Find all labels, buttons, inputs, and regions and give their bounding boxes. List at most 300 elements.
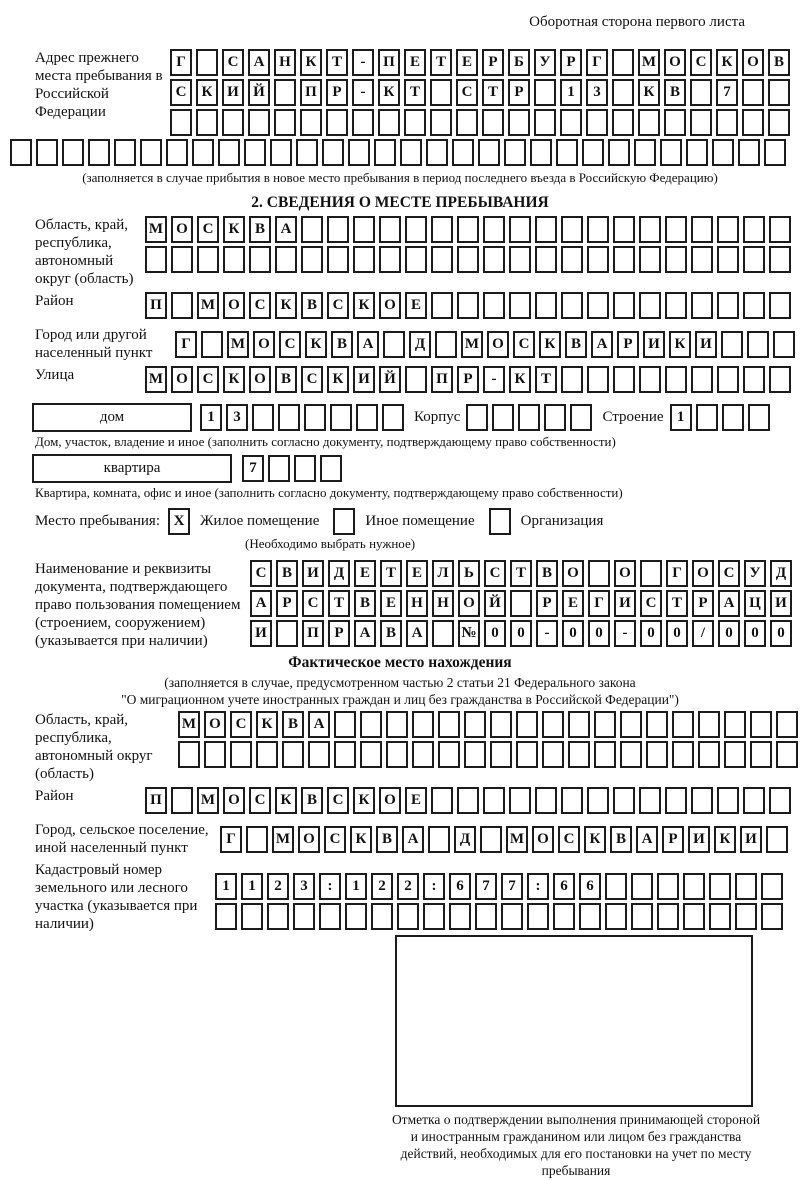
char-cell	[748, 404, 770, 431]
char-cell: Й	[248, 79, 270, 106]
char-cell: 0	[770, 620, 792, 647]
fact-district-row	[145, 787, 795, 814]
char-cell: С	[197, 216, 219, 243]
char-cell: Е	[380, 590, 402, 617]
char-cell	[516, 711, 538, 738]
char-cell	[508, 109, 530, 136]
char-cell	[743, 787, 765, 814]
region-label: Область, край, республика, автономный округ (область)	[35, 217, 134, 287]
char-cell	[230, 741, 252, 768]
char-cell: 2	[397, 873, 419, 900]
char-cell: Т	[404, 79, 426, 106]
char-cell: И	[740, 826, 762, 853]
char-cell	[665, 292, 687, 319]
registration-mark-box	[395, 935, 753, 1107]
char-cell	[712, 139, 734, 166]
char-cell: Р	[617, 331, 639, 358]
char-cell: Е	[405, 292, 427, 319]
char-cell: С	[484, 560, 506, 587]
char-cell: 0	[640, 620, 662, 647]
char-cell	[638, 109, 660, 136]
document-row-2	[250, 590, 796, 617]
char-cell: 2	[371, 873, 393, 900]
char-cell	[769, 366, 791, 393]
char-cell: Е	[404, 49, 426, 76]
char-cell	[530, 139, 552, 166]
char-cell	[769, 216, 791, 243]
char-cell	[534, 109, 556, 136]
char-cell: И	[222, 79, 244, 106]
char-cell	[319, 903, 341, 930]
district-block	[10, 292, 790, 322]
char-cell	[490, 711, 512, 738]
char-cell: Т	[430, 49, 452, 76]
char-cell	[646, 711, 668, 738]
char-cell	[686, 139, 708, 166]
char-cell	[544, 404, 566, 431]
char-cell: П	[431, 366, 453, 393]
char-cell	[742, 79, 764, 106]
city-label: Город или другой населенный пункт	[35, 327, 153, 361]
char-cell	[353, 216, 375, 243]
char-cell: О	[487, 331, 509, 358]
char-cell	[709, 903, 731, 930]
char-cell	[683, 903, 705, 930]
char-cell: С	[513, 331, 535, 358]
char-cell	[588, 560, 610, 587]
char-cell: Е	[354, 560, 376, 587]
char-cell	[579, 903, 601, 930]
char-cell	[683, 873, 705, 900]
char-cell	[535, 216, 557, 243]
char-cell	[301, 216, 323, 243]
char-cell	[404, 109, 426, 136]
char-cell: 0	[484, 620, 506, 647]
char-cell: А	[308, 711, 330, 738]
char-cell: Т	[326, 49, 348, 76]
char-cell: Т	[482, 79, 504, 106]
char-cell	[743, 292, 765, 319]
stroenie-label: Строение	[602, 409, 664, 425]
char-cell	[457, 246, 479, 273]
char-cell: У	[744, 560, 766, 587]
char-cell	[352, 109, 374, 136]
char-cell	[613, 292, 635, 319]
char-cell	[178, 741, 200, 768]
char-cell	[561, 216, 583, 243]
char-cell: 1	[670, 404, 692, 431]
char-cell	[114, 139, 136, 166]
stay-type-label-organization: Организация	[520, 512, 604, 529]
char-cell	[556, 139, 578, 166]
char-cell	[431, 216, 453, 243]
char-cell: О	[171, 366, 193, 393]
char-cell: В	[354, 590, 376, 617]
char-cell	[605, 873, 627, 900]
char-cell	[766, 826, 788, 853]
char-cell: П	[302, 620, 324, 647]
char-cell: В	[565, 331, 587, 358]
char-cell: 1	[241, 873, 263, 900]
char-cell	[140, 139, 162, 166]
char-cell	[145, 246, 167, 273]
char-cell: К	[327, 366, 349, 393]
cadastre-label: Кадастровый номер земельного или лесного участка (указывается при наличии)	[35, 862, 198, 932]
char-cell	[430, 79, 452, 106]
registration-mark-caption: Отметка о подтверждении выполнения принимающей стороной и иностранным гражданином или лицом без гражданства действий, необходимых для его постановки на учет по месту пребывания	[391, 1112, 761, 1178]
char-cell	[457, 787, 479, 814]
char-cell: 7	[501, 873, 523, 900]
char-cell	[435, 331, 457, 358]
char-cell: И	[643, 331, 665, 358]
char-cell: 0	[562, 620, 584, 647]
char-cell	[308, 741, 330, 768]
char-cell	[613, 216, 635, 243]
char-cell: 7	[475, 873, 497, 900]
char-cell	[717, 292, 739, 319]
char-cell: -	[614, 620, 636, 647]
char-cell: И	[614, 590, 636, 617]
char-cell	[386, 711, 408, 738]
char-cell: К	[353, 292, 375, 319]
char-cell	[709, 873, 731, 900]
char-cell	[267, 903, 289, 930]
char-cell	[432, 620, 454, 647]
char-cell: К	[378, 79, 400, 106]
char-cell	[428, 826, 450, 853]
char-cell	[438, 711, 460, 738]
char-cell	[296, 139, 318, 166]
char-cell: С	[301, 366, 323, 393]
char-cell	[690, 79, 712, 106]
char-cell	[587, 366, 609, 393]
char-cell	[568, 711, 590, 738]
char-cell	[241, 903, 263, 930]
char-cell	[665, 366, 687, 393]
char-cell	[665, 787, 687, 814]
char-cell: И	[302, 560, 324, 587]
fact-location-note-2: "О миграционном учете иностранных граждан и лиц без гражданства в Российской Федерации")	[121, 692, 679, 707]
char-cell	[738, 139, 760, 166]
fact-location-note-1: (заполняется в случае, предусмотренном частью 2 статьи 21 Федерального закона	[164, 675, 636, 690]
char-cell	[382, 404, 404, 431]
char-cell: Г	[588, 590, 610, 617]
char-cell	[170, 109, 192, 136]
char-cell: 0	[588, 620, 610, 647]
char-cell	[717, 366, 739, 393]
char-cell	[553, 903, 575, 930]
stay-type-label-residential: Жилое помещение	[200, 512, 320, 529]
fact-city-block	[10, 821, 790, 857]
stay-type-checkbox-residential: X	[168, 508, 190, 535]
char-cell: Д	[454, 826, 476, 853]
korpus-cells	[466, 404, 596, 431]
char-cell: :	[319, 873, 341, 900]
char-cell: О	[249, 366, 271, 393]
char-cell: И	[695, 331, 717, 358]
char-cell	[215, 903, 237, 930]
char-cell: М	[227, 331, 249, 358]
char-cell	[452, 139, 474, 166]
char-cell: С	[302, 590, 324, 617]
char-cell: Г	[220, 826, 242, 853]
char-cell: -	[352, 49, 374, 76]
char-cell	[535, 787, 557, 814]
document-label: Наименование и реквизиты документа, подтверждающего право пользования помещением (строением, сооружением) (указывается при наличии)	[35, 561, 241, 649]
char-cell	[560, 109, 582, 136]
char-cell	[480, 826, 502, 853]
char-cell: Е	[406, 560, 428, 587]
char-cell	[244, 139, 266, 166]
char-cell: К	[275, 292, 297, 319]
char-cell: В	[536, 560, 558, 587]
house-label-box: дом	[32, 403, 192, 432]
char-cell: И	[688, 826, 710, 853]
char-cell	[378, 109, 400, 136]
char-cell	[743, 366, 765, 393]
fact-region-block	[10, 711, 790, 783]
char-cell: О	[223, 292, 245, 319]
char-cell: С	[222, 49, 244, 76]
char-cell	[717, 246, 739, 273]
char-cell	[527, 903, 549, 930]
char-cell: Н	[406, 590, 428, 617]
char-cell: П	[378, 49, 400, 76]
char-cell: О	[614, 560, 636, 587]
char-cell: 0	[510, 620, 532, 647]
char-cell	[639, 366, 661, 393]
char-cell	[587, 787, 609, 814]
char-cell: С	[250, 560, 272, 587]
char-cell	[360, 711, 382, 738]
char-cell: /	[692, 620, 714, 647]
char-cell	[568, 741, 590, 768]
char-cell: М	[506, 826, 528, 853]
char-cell	[639, 292, 661, 319]
street-row	[145, 366, 795, 393]
char-cell	[769, 292, 791, 319]
char-cell	[196, 109, 218, 136]
char-cell: А	[354, 620, 376, 647]
char-cell: М	[272, 826, 294, 853]
char-cell	[608, 139, 630, 166]
char-cell: К	[223, 216, 245, 243]
char-cell	[483, 292, 505, 319]
char-cell: С	[640, 590, 662, 617]
char-cell	[509, 246, 531, 273]
char-cell	[665, 246, 687, 273]
fact-region-row-2	[178, 741, 800, 768]
char-cell	[426, 139, 448, 166]
char-cell	[430, 109, 452, 136]
back-side-note: Оборотная сторона первого листа	[529, 14, 745, 30]
char-cell	[561, 292, 583, 319]
char-cell: Т	[380, 560, 402, 587]
char-cell: Ц	[744, 590, 766, 617]
char-cell	[769, 246, 791, 273]
char-cell	[345, 903, 367, 930]
prev-address-caption: (заполняется в случае прибытия в новое место пребывания в период последнего въезда в Российскую Федерацию)	[82, 170, 718, 185]
char-cell	[383, 331, 405, 358]
char-cell	[464, 741, 486, 768]
prev-address-block	[10, 49, 790, 139]
char-cell	[672, 711, 694, 738]
char-cell	[698, 711, 720, 738]
char-cell	[698, 741, 720, 768]
fact-region-label: Область, край, республика, автономный округ (область)	[35, 712, 153, 782]
char-cell	[197, 246, 219, 273]
char-cell: О	[379, 787, 401, 814]
char-cell	[475, 903, 497, 930]
char-cell	[509, 292, 531, 319]
char-cell: Г	[586, 49, 608, 76]
char-cell	[10, 139, 32, 166]
char-cell: 0	[718, 620, 740, 647]
char-cell: Д	[770, 560, 792, 587]
char-cell: О	[204, 711, 226, 738]
char-cell	[613, 366, 635, 393]
char-cell	[665, 216, 687, 243]
char-cell: В	[249, 216, 271, 243]
apartment-caption: Квартира, комната, офис и иное (заполнить согласно документу, подтверждающему право собственности)	[35, 485, 623, 500]
prev-address-overflow-row	[10, 139, 790, 166]
char-cell: С	[249, 292, 271, 319]
char-cell	[334, 741, 356, 768]
char-cell	[192, 139, 214, 166]
char-cell: В	[610, 826, 632, 853]
char-cell	[379, 246, 401, 273]
char-cell	[768, 109, 790, 136]
char-cell: В	[275, 366, 297, 393]
char-cell	[631, 903, 653, 930]
char-cell	[594, 711, 616, 738]
char-cell	[768, 79, 790, 106]
cadastre-row-1	[215, 873, 787, 900]
char-cell: Д	[328, 560, 350, 587]
char-cell: Е	[405, 787, 427, 814]
district-label: Район	[35, 293, 74, 309]
char-cell: А	[636, 826, 658, 853]
char-cell: А	[591, 331, 613, 358]
char-cell	[62, 139, 84, 166]
char-cell: К	[669, 331, 691, 358]
char-cell	[483, 787, 505, 814]
char-cell	[204, 741, 226, 768]
char-cell: А	[402, 826, 424, 853]
section2-title: 2. СВЕДЕНИЯ О МЕСТЕ ПРЕБЫВАНИЯ	[251, 194, 549, 211]
char-cell	[639, 216, 661, 243]
char-cell: К	[223, 366, 245, 393]
char-cell	[171, 292, 193, 319]
char-cell	[464, 711, 486, 738]
char-cell: С	[197, 366, 219, 393]
char-cell	[586, 109, 608, 136]
char-cell	[405, 366, 427, 393]
char-cell	[353, 246, 375, 273]
char-cell	[761, 903, 783, 930]
char-cell	[634, 139, 656, 166]
char-cell: К	[305, 331, 327, 358]
char-cell: К	[275, 787, 297, 814]
char-cell	[379, 216, 401, 243]
char-cell: Г	[170, 49, 192, 76]
char-cell: И	[770, 590, 792, 617]
char-cell	[490, 741, 512, 768]
prev-address-row-2	[170, 79, 794, 106]
char-cell	[535, 292, 557, 319]
char-cell	[275, 246, 297, 273]
char-cell	[646, 741, 668, 768]
char-cell	[466, 404, 488, 431]
char-cell	[717, 787, 739, 814]
char-cell	[561, 787, 583, 814]
char-cell: С	[456, 79, 478, 106]
house-caption: Дом, участок, владение и иное (заполнить согласно документу, подтверждающему право собственности)	[35, 434, 616, 449]
char-cell: К	[539, 331, 561, 358]
fact-location-title: Фактическое место нахождения	[288, 654, 512, 671]
char-cell: Р	[276, 590, 298, 617]
char-cell: Р	[326, 79, 348, 106]
char-cell	[716, 109, 738, 136]
apartment-cells	[242, 455, 346, 482]
char-cell: 0	[666, 620, 688, 647]
stay-type-label-other: Иное помещение	[365, 512, 475, 529]
char-cell	[36, 139, 58, 166]
char-cell: 3	[586, 79, 608, 106]
char-cell	[620, 741, 642, 768]
char-cell	[504, 139, 526, 166]
char-cell	[348, 139, 370, 166]
char-cell	[620, 711, 642, 738]
char-cell	[691, 292, 713, 319]
char-cell: К	[716, 49, 738, 76]
char-cell: 3	[226, 404, 248, 431]
char-cell	[561, 366, 583, 393]
char-cell	[166, 139, 188, 166]
char-cell	[509, 216, 531, 243]
char-cell: 2	[267, 873, 289, 900]
char-cell: :	[423, 873, 445, 900]
char-cell	[690, 109, 712, 136]
korpus-label: Корпус	[414, 409, 461, 425]
char-cell	[282, 741, 304, 768]
char-cell	[773, 331, 795, 358]
char-cell	[294, 455, 316, 482]
document-row-1	[250, 560, 796, 587]
fact-city-label: Город, сельское поселение, иной населенный пункт	[35, 822, 209, 856]
char-cell	[613, 787, 635, 814]
char-cell	[249, 246, 271, 273]
char-cell: 6	[449, 873, 471, 900]
char-cell: Г	[666, 560, 688, 587]
char-cell: О	[532, 826, 554, 853]
char-cell	[747, 331, 769, 358]
char-cell	[405, 216, 427, 243]
char-cell	[457, 216, 479, 243]
char-cell: Р	[508, 79, 530, 106]
char-cell: В	[276, 560, 298, 587]
house-row	[32, 402, 790, 433]
char-cell: С	[327, 787, 349, 814]
char-cell	[327, 216, 349, 243]
char-cell: Т	[666, 590, 688, 617]
char-cell: Р	[536, 590, 558, 617]
char-cell	[326, 109, 348, 136]
char-cell	[721, 331, 743, 358]
char-cell	[268, 455, 290, 482]
char-cell: В	[282, 711, 304, 738]
char-cell: Б	[508, 49, 530, 76]
